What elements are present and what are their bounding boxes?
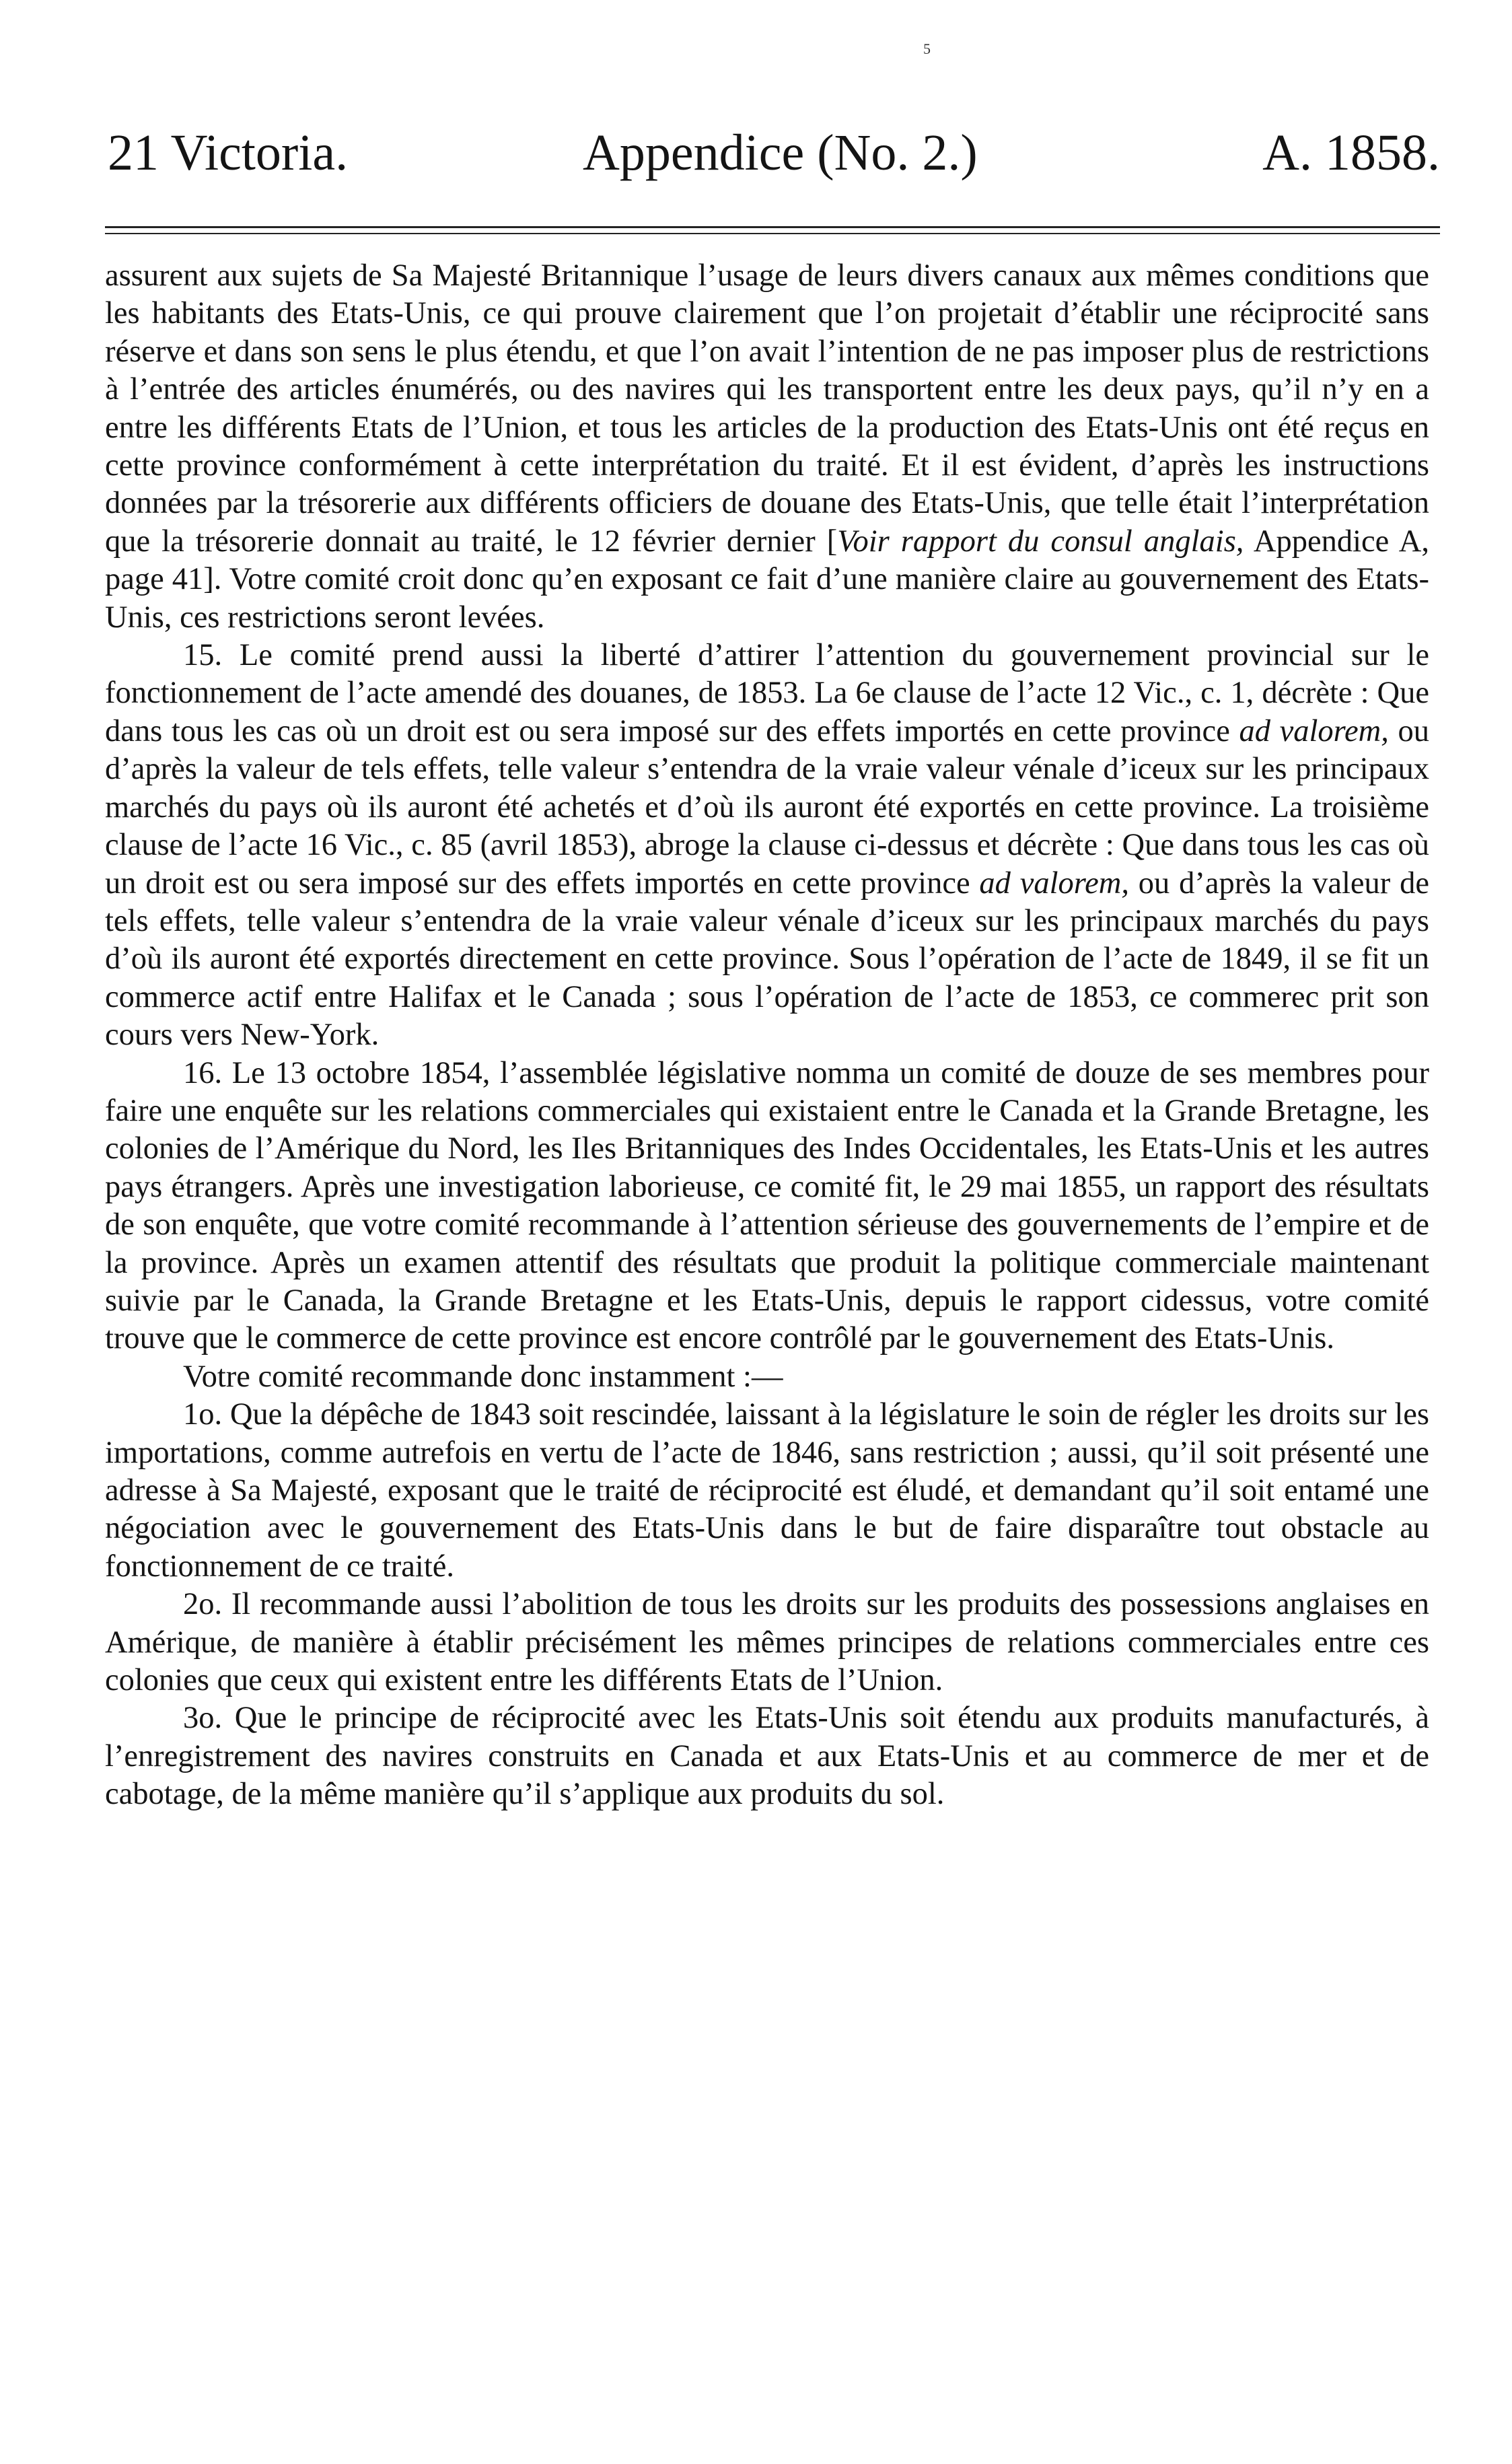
paragraph-italic-text: ad valorem, — [1239, 713, 1389, 748]
header-year: A. 1858. — [1262, 125, 1440, 181]
paragraph-15 — [105, 637, 1429, 1054]
running-header — [108, 116, 1440, 190]
paragraph-recommendation-2 — [105, 1586, 1429, 1699]
paragraph-16 — [105, 1055, 1429, 1358]
paragraph-text: ou d’après la valeur de tels effets, telle valeur s’entendra de la vraie valeur vénale d’iceux sur les principaux marchés du pays où ils auront été achetés et d’où ils auront été exportés en cette province. La troisième clause de l’acte 16 Vic., c. 85 (avril 1853), abroge la clause ci-dessus et décrète : Que dans tous les cas où un droit est ou sera imposé sur des effets importés en cette province — [105, 713, 1429, 901]
paragraph-recommendation-intro — [105, 1358, 1429, 1396]
header-double-rule — [105, 226, 1440, 234]
body-text — [105, 257, 1429, 1814]
paragraph-text: ou d’après la valeur de tels effets, telle valeur s’entendra de la vraie valeur vénale d’iceux sur les principaux marchés du pays d’où ils auront été exportés directement en cette province. Sous l’opération de l’acte de 1849, il se fit un commerce actif entre Halifax et le Canada ; sous l’opération de l’acte de 1853, ce commerec prit son cours vers New-York. — [105, 866, 1429, 1053]
paragraph-recommendation-1 — [105, 1396, 1429, 1586]
header-appendix: Appendice (No. 2.) — [583, 125, 978, 181]
paragraph-text: Votre comité recommande donc instamment :— — [183, 1359, 783, 1394]
paragraph-italic-text: Voir rapport du consul anglais, — [837, 524, 1244, 559]
paragraph-text: 2o. Il recommande aussi l’abolition de tous les droits sur les produits des possessions anglaises en Amérique, de manière à établir précisément les mêmes principes de relations commerciales entre ces colonies que ceux qui existent entre les différents Etats de l’Union. — [105, 1587, 1429, 1698]
page-top-mark: 5 — [923, 40, 931, 57]
paragraph-text: 1o. Que la dépêche de 1843 soit rescindée, laissant à la législature le soin de régler les droits sur les importations, comme autrefois en vertu de l’acte de 1846, sans restriction ; aussi, qu’il soit présenté une adresse à Sa Majesté, exposant que le traité de réciprocité est éludé, et demandant qu’il soit entamé une négociation avec le gouvernement des Etats-Unis dans le but de faire disparaître tout obstacle au fonctionnement de ce traité. — [105, 1397, 1429, 1584]
paragraph-italic-text: ad valorem, — [979, 866, 1129, 901]
paragraph-text: assurent aux sujets de Sa Majesté Britannique l’usage de leurs divers canaux aux mêmes conditions que les habitants des Etats-Unis, ce qui prouve clairement que l’on projetait d’établir une réciprocité sans réserve et dans son sens le plus étendu, et que l’on avait l’intention de ne pas imposer plus de restrictions à l’entrée des articles énumérés, ou des navires qui les transportent entre les deux pays, qu’il n’y en a entre les différents Etats de l’Union, et tous les articles de la production des Etats-Unis ont été reçus en cette province conformément à cette interprétation du traité. Et il est évident, d’après les instructions données par la trésorerie aux différents officiers de douane des Etats-Unis, que telle était l’interprétation que la trésorerie donnait au traité, le 12 février dernier [ — [105, 258, 1429, 559]
paragraph-recommendation-3 — [105, 1699, 1429, 1813]
paragraph-continuation — [105, 257, 1429, 637]
paragraph-text: 16. Le 13 octobre 1854, l’assemblée législative nomma un comité de douze de ses membres pour faire une enquête sur les relations commerciales qui existaient entre le Canada et la Grande Bretagne, les colonies de l’Amérique du Nord, les Iles Britanniques des Indes Occidentales, les Etats-Unis et les autres pays étrangers. Après une investigation laborieuse, ce comité fit, le 29 mai 1855, un rapport des résultats de son enquête, que votre comité recommande à l’attention sérieuse des gouvernements de l’empire et de la province. Après un examen attentif des résultats que produit la politique commerciale maintenant suivie par le Canada, la Grande Bretagne et les Etats-Unis, depuis le rapport cidessus, votre comité trouve que le commerce de cette province est encore contrôlé par le gouvernement des Etats-Unis. — [105, 1055, 1429, 1356]
header-session: 21 Victoria. — [108, 125, 349, 181]
paragraph-text: Appendice A, page 41]. Votre comité croit donc qu’en exposant ce fait d’une manière claire au gouvernement des Etats-Unis, ces restrictions seront levées. — [105, 524, 1429, 635]
paragraph-text: 3o. Que le principe de réciprocité avec les Etats-Unis soit étendu aux produits manufacturés, à l’enregistrement des navires construits en Canada et aux Etats-Unis et au commerce de mer et de cabotage, de la même manière qu’il s’applique aux produits du sol. — [105, 1701, 1429, 1812]
paragraph-text: 15. Le comité prend aussi la liberté d’attirer l’attention du gouvernement provincial sur le fonctionnement de l’acte amendé des douanes, de 1853. La 6e clause de l’acte 12 Vic., c. 1, décrète : Que dans tous les cas où un droit est ou sera imposé sur des effets importés en cette province — [105, 638, 1429, 748]
